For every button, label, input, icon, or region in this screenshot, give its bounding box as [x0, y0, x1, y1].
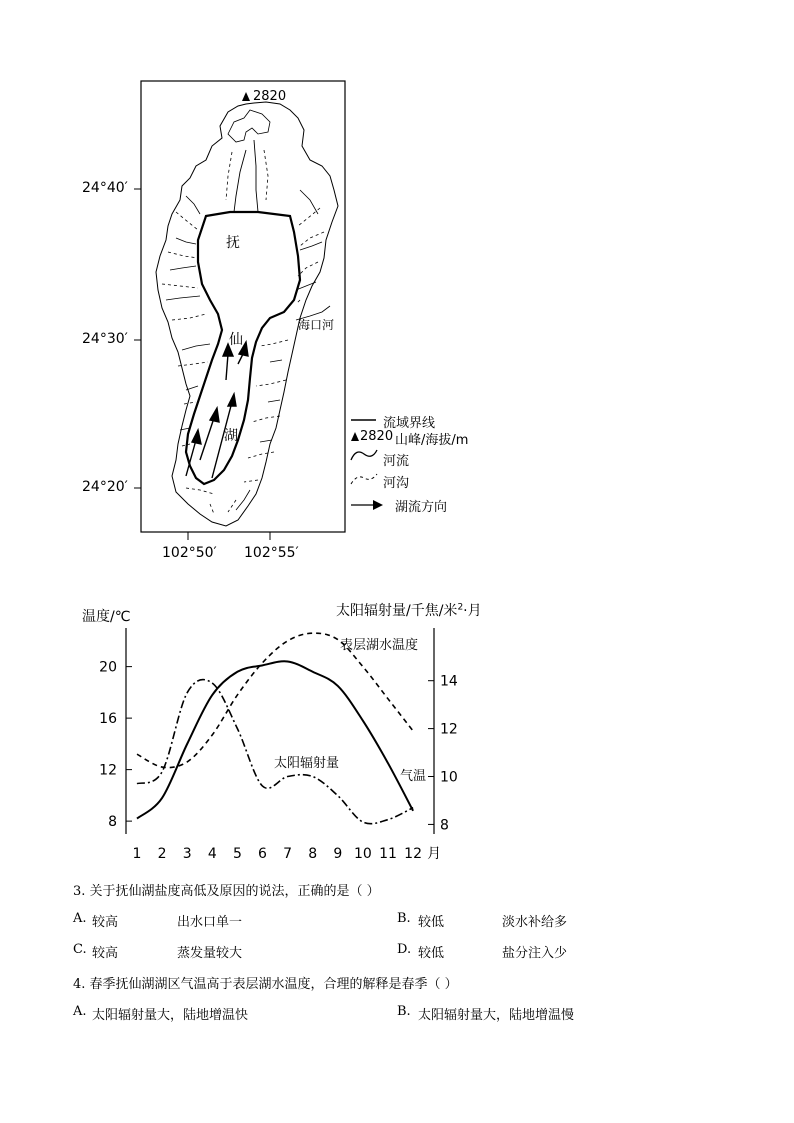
x-tick-label: 7	[283, 846, 293, 862]
q3-option-letter: A.	[73, 911, 87, 926]
q3-option-letter: D.	[397, 942, 412, 957]
x-tick-label: 4	[207, 846, 217, 862]
x-tick-label: 1	[132, 846, 142, 862]
q4-option-letter: A.	[73, 1004, 87, 1019]
x-tick-label: 2	[157, 846, 167, 862]
q3-option-c-part2: 蒸发量较大	[177, 946, 243, 961]
left-tick-label: 8	[108, 814, 117, 831]
lake-label-1: 抚	[226, 235, 240, 251]
right-tick-label: 10	[440, 769, 458, 786]
left-tick-label: 20	[99, 659, 117, 676]
x-unit-label: 月	[427, 846, 442, 862]
x-tick-label: 9	[333, 846, 343, 862]
series-label-air-temp: 气温	[400, 769, 427, 784]
left-tick-label: 12	[99, 762, 117, 779]
lon-label: 102°50′	[162, 545, 217, 561]
lat-label: 24°40′	[82, 180, 128, 196]
right-tick-label: 8	[440, 817, 449, 834]
right-axis-title: 太阳辐射量/千焦/米$^2$·月	[336, 602, 482, 619]
x-tick-label: 11	[379, 846, 397, 862]
peak-label: 2820	[253, 89, 287, 104]
river-label: 海口河	[298, 318, 335, 332]
q3-option-c-part1: 较高	[92, 946, 119, 961]
series-line-lake-temp	[137, 633, 413, 767]
q3-option-letter: C.	[73, 942, 87, 957]
x-tick-label: 3	[182, 846, 192, 862]
lat-label: 24°30′	[82, 331, 128, 347]
q3-option-a-part1: 较高	[92, 915, 119, 930]
x-tick-label: 5	[232, 846, 242, 862]
q3-option-d-part2: 盐分注入少	[502, 946, 568, 961]
q4-option-b: 太阳辐射量大，陆地增温慢	[418, 1008, 575, 1023]
legend-peak-label: 山峰/海拔/m	[395, 433, 469, 448]
q3-option-a-part2: 出水口单一	[177, 915, 243, 930]
lake-label-3: 湖	[224, 428, 238, 444]
x-tick-label: 8	[308, 846, 318, 862]
legend-river-label: 河流	[383, 454, 410, 469]
series-label-radiation: 太阳辐射量	[274, 756, 340, 771]
x-tick-label: 12	[404, 846, 423, 862]
q3-option-b-part2: 淡水补给多	[502, 915, 568, 930]
series-label-lake-temp: 表层湖水温度	[340, 638, 419, 653]
lake-label-2: 仙	[229, 332, 243, 348]
series-line-air-temp	[137, 661, 413, 818]
legend-gully-label: 河沟	[383, 476, 410, 491]
legend-boundary-label: 流域界线	[383, 416, 436, 431]
legend-peak-value: 2820	[360, 429, 394, 444]
q3-option-d-part1: 较低	[418, 946, 445, 961]
q4-option-a: 太阳辐射量大，陆地增温快	[92, 1008, 249, 1023]
question-4-stem: 4. 春季抚仙湖湖区气温高于表层湖水温度，合理的解释是春季（ ）	[73, 977, 458, 992]
left-tick-label: 16	[99, 711, 117, 728]
q3-option-letter: B.	[397, 911, 411, 926]
legend-flow-label: 湖流方向	[395, 500, 448, 515]
series-line-radiation	[137, 680, 413, 824]
right-tick-label: 14	[440, 673, 458, 690]
x-tick-label: 10	[353, 846, 372, 862]
right-tick-label: 12	[440, 721, 458, 738]
left-axis-title: 温度/℃	[82, 609, 131, 625]
lon-label: 102°55′	[244, 545, 299, 561]
lat-label: 24°20′	[82, 479, 128, 495]
q4-option-letter: B.	[397, 1004, 411, 1019]
question-3-stem: 3. 关于抚仙湖盐度高低及原因的说法，正确的是（ ）	[73, 884, 380, 899]
q3-option-b-part1: 较低	[418, 915, 445, 930]
x-tick-label: 6	[258, 846, 267, 862]
